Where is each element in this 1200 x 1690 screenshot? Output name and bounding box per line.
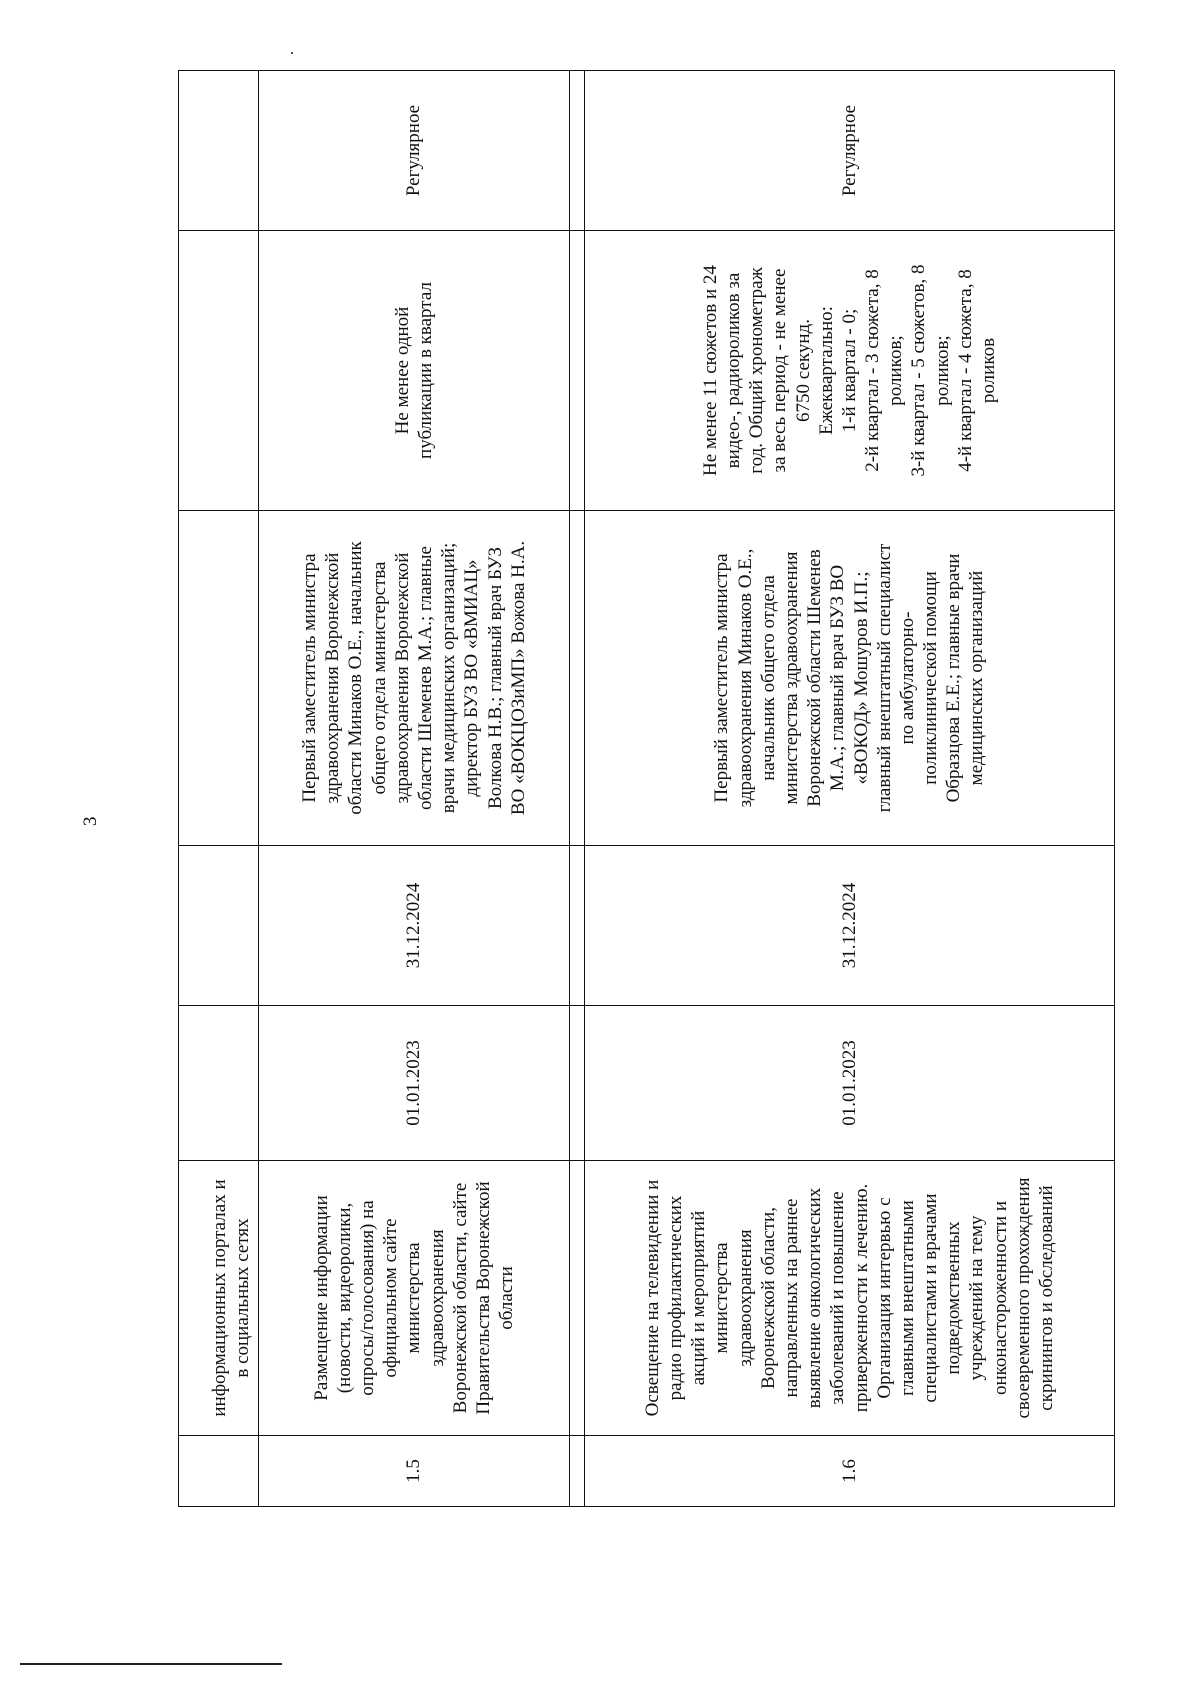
scan-artifact-dot (291, 52, 293, 54)
responsible-line: Воронежской области Шеменев (804, 549, 826, 807)
measure-title-line: радио профилактических (665, 1195, 687, 1401)
spacer-cell (570, 71, 585, 231)
indicator-line: роликов; (931, 335, 953, 406)
indicator-cell (585, 231, 1115, 511)
measure-title-line: подведомственных (943, 1221, 965, 1375)
measure-title-line: специалистами и врачами (920, 1193, 942, 1403)
measure-title-line: Освещение на телевидении и (641, 1179, 663, 1417)
rotated-table-container (178, 71, 1094, 1507)
responsible-cell (259, 511, 570, 846)
measure-title-line: Размещение информации (310, 1195, 332, 1401)
measure-title-line: области (496, 1266, 518, 1330)
indicator-line: 3-й квартал - 5 сюжетов, 8 (908, 264, 930, 477)
end-date: 31.12.2024 (585, 846, 1115, 1006)
responsible-line: Первый заместитель министра (299, 553, 321, 803)
table-row (259, 71, 570, 1507)
responsible-line: по амбулаторно- (896, 611, 918, 745)
measure-title-line: министерства (403, 1242, 425, 1354)
indicator-line: Не менее одной (391, 306, 413, 435)
measure-title-line: (новости, видеоролики, (333, 1202, 355, 1394)
responsible-line: «ВОКОД» Мошуров И.П.; (850, 571, 872, 785)
responsible-line: общего отдела министерства (368, 561, 390, 795)
row-number: 1.5 (259, 1436, 570, 1507)
indicator-line: за весь период - не менее (769, 268, 791, 473)
responsible-line: здравоохранения Воронежской (391, 552, 413, 804)
scan-artifact-line (20, 1663, 282, 1665)
measure-title-line: Правительства Воронежской (472, 1181, 494, 1415)
responsible-cell (585, 511, 1115, 846)
indicator-line: Не менее 11 сюжетов и 24 (699, 265, 721, 476)
indicator-line: публикации в квартал (415, 282, 436, 459)
indicator-line: 6750 секунд. (792, 319, 814, 422)
measure-title-line: Организация интервью с (873, 1197, 895, 1399)
responsible-line: главный внештатный специалист (873, 543, 895, 813)
responsible-line: директор БУЗ ВО «ВМИАЦ» (461, 559, 483, 797)
measure-title-line: скринингов и обследований (1035, 1185, 1057, 1411)
table-header-row (179, 71, 259, 1507)
responsible-line: ВО «ВОКЦОЗиМП» Вожова Н.А. (507, 540, 529, 816)
indicator-line: Ежеквартально: (815, 306, 837, 435)
responsible-line: области Шеменев М.А.; главные (415, 546, 436, 810)
measure-title-line: направленных на раннее (780, 1198, 802, 1398)
measure-title-line: выявление онкологических (804, 1187, 826, 1409)
header-periodicity-cell (179, 71, 259, 231)
indicator-line: роликов; (885, 335, 907, 406)
measure-title-line: официальном сайте (380, 1218, 402, 1378)
responsible-line: здравоохранения Минаков О.Е., (734, 548, 756, 808)
row-number: 1.6 (585, 1436, 1115, 1507)
measure-title-line: акций и мероприятий (688, 1210, 710, 1386)
header-start-cell (179, 1006, 259, 1161)
measure-title-line: опросы/голосования) на (357, 1200, 379, 1396)
header-title-line: в социальных сетях (231, 1218, 253, 1378)
measures-table (178, 70, 1115, 1507)
spacer-cell (570, 1436, 585, 1507)
measure-title-line: Воронежской области, (757, 1207, 779, 1389)
measure-title-line: учреждений на тему (966, 1215, 988, 1381)
responsible-line: врачи медицинских организаций; (438, 542, 460, 814)
indicator-line: 2-й квартал - 3 сюжета, 8 (862, 269, 884, 472)
measure-title-cell (585, 1161, 1115, 1436)
responsible-line: области Минаков О.Е., начальник (345, 541, 367, 815)
header-num-cell (179, 1436, 259, 1507)
indicator-cell (259, 231, 570, 511)
spacer-cell (570, 511, 585, 846)
periodicity-cell: Регулярное (259, 71, 570, 231)
table-row (585, 71, 1115, 1507)
responsible-line: министерства здравоохранения (780, 551, 802, 805)
responsible-line: здравоохранения Воронежской (322, 552, 344, 804)
responsible-line: медицинских организаций (966, 570, 988, 786)
responsible-line: начальник общего отдела (757, 575, 779, 781)
header-title-cell (179, 1161, 259, 1436)
measure-title-line: онконастороженности и (989, 1201, 1011, 1395)
measure-title-line: Воронежской области, сайте (449, 1182, 471, 1414)
responsible-line: Образцова Е.Е.; главные врачи (943, 553, 965, 803)
measure-title-line: здравоохранения (426, 1229, 448, 1367)
periodicity-cell: Регулярное (585, 71, 1115, 231)
header-title-line: информационных порталах и (208, 1179, 230, 1417)
page-number: 3 (80, 816, 101, 826)
end-date: 31.12.2024 (259, 846, 570, 1006)
indicator-line: 1-й квартал - 0; (838, 308, 860, 433)
start-date: 01.01.2023 (259, 1006, 570, 1161)
measure-title-line: министерства (711, 1242, 733, 1354)
start-date: 01.01.2023 (585, 1006, 1115, 1161)
measure-title-line: приверженности к лечению. (850, 1183, 872, 1413)
header-indicator-cell (179, 231, 259, 511)
spacer-cell (570, 846, 585, 1006)
measure-title-line: своевременного прохождения (1012, 1177, 1034, 1419)
measure-title-line: заболеваний и повышение (827, 1191, 849, 1405)
indicator-line: год. Общий хронометраж (746, 267, 768, 474)
responsible-line: Волкова Н.В.; главный врач БУЗ (484, 547, 506, 809)
spacer-cell (570, 231, 585, 511)
indicator-line: 4-й квартал - 4 сюжета, 8 (954, 269, 976, 472)
measure-title-line: главными внештатными (896, 1200, 918, 1396)
responsible-line: поликлинической помощи (920, 571, 942, 785)
measure-title-cell (259, 1161, 570, 1436)
responsible-line: М.А.; главный врач БУЗ ВО (827, 564, 849, 792)
indicator-line: видео-, радиороликов за (723, 272, 745, 469)
header-responsible-cell (179, 511, 259, 846)
responsible-line: Первый заместитель министра (711, 553, 733, 803)
spacer-cell (570, 1006, 585, 1161)
measure-title-line: здравоохранения (734, 1229, 756, 1367)
spacer-cell (570, 1161, 585, 1436)
indicator-line: роликов (977, 337, 999, 404)
header-end-cell (179, 846, 259, 1006)
table-spacer-row (570, 71, 585, 1507)
